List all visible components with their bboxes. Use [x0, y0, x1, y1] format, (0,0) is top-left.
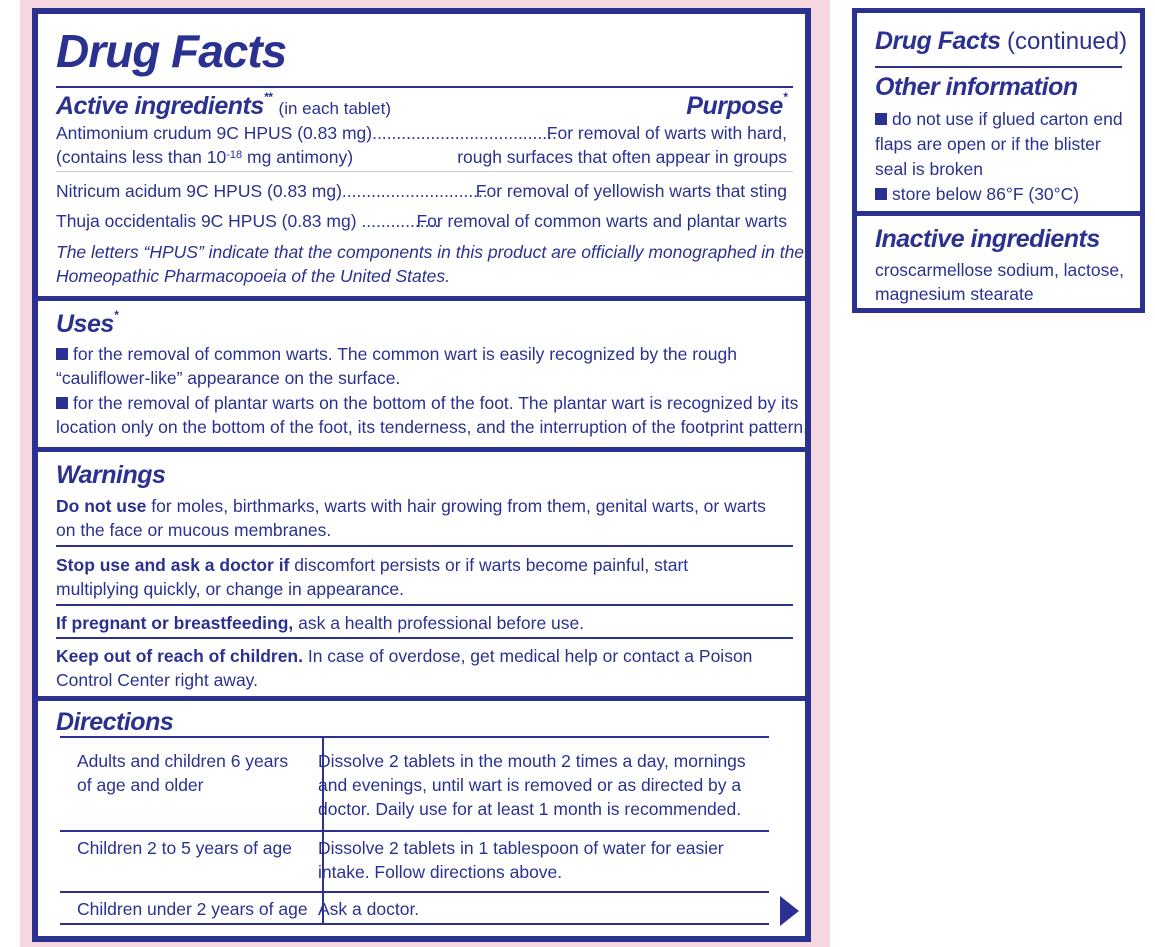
- other-info-item-2: store below 86°F (30°C): [875, 182, 1079, 206]
- drug-facts-panel: [32, 8, 811, 942]
- warnings-heading: Warnings: [56, 461, 166, 489]
- ingredient-1-name: Antimonium crudum 9C HPUS (0.83 mg)......................................: [56, 123, 557, 143]
- triangle-right-icon: [780, 896, 799, 926]
- warning-divider: [56, 545, 793, 547]
- table-rule: [60, 830, 769, 832]
- warning-keep-out: Keep out of reach of children. In case of overdose, get medical help or contact a Poison: [56, 646, 753, 666]
- inactive-ingredients-line-2: magnesium stearate: [875, 284, 1034, 304]
- table-rule: [60, 891, 769, 893]
- section-divider: [857, 211, 1140, 216]
- uses-item-1: for the removal of common warts. The common wart is easily recognized by the rough: [56, 342, 737, 366]
- ingredient-2-name: Nitricum acidum 9C HPUS (0.83 mg)..............................: [56, 181, 488, 201]
- other-info-item-1-cont: flaps are open or if the blister: [875, 134, 1101, 154]
- other-information-heading: Other information: [875, 73, 1078, 101]
- dir-row-2-age: Children 2 to 5 years of age: [77, 838, 292, 858]
- continued-title: Drug Facts (continued): [875, 27, 1128, 55]
- dir-row-1-age: Adults and children 6 years: [77, 751, 289, 771]
- uses-item-2: for the removal of plantar warts on the bottom of the foot. The plantar wart is recognized by its: [56, 391, 798, 415]
- drug-facts-continued-panel: [852, 8, 1145, 313]
- warning-do-not-use: Do not use for moles, birthmarks, warts with hair growing from them, genital warts, or warts: [56, 496, 766, 516]
- warning-pregnant: If pregnant or breastfeeding, ask a health professional before use.: [56, 613, 585, 633]
- warning-divider: [56, 604, 793, 606]
- ingredient-1-purpose: For removal of warts with hard,: [546, 123, 787, 143]
- dir-row-1-instr-1: Dissolve 2 tablets in the mouth 2 times a day, mornings: [318, 751, 746, 771]
- title-rule: [56, 86, 793, 88]
- ingredient-2-purpose: For removal of yellowish warts that sting: [475, 181, 787, 201]
- ingredient-1-purpose-cont: rough surfaces that often appear in groups: [457, 147, 787, 167]
- ingredient-1-note: (contains less than $10^{-18}$ mg antimony): [56, 147, 354, 167]
- dir-row-2-instr-2: intake. Follow directions above.: [318, 862, 563, 882]
- square-bullet-icon: [875, 188, 887, 200]
- hpus-note-line-2: Homeopathic Pharmacopoeia of the United States.: [56, 266, 450, 286]
- dir-row-2-instr-1: Dissolve 2 tablets in 1 tablespoon of water for easier: [318, 838, 724, 858]
- ingredient-divider: [56, 171, 793, 172]
- warning-keep-out-cont: Control Center right away.: [56, 670, 258, 690]
- square-bullet-icon: [875, 113, 887, 125]
- inactive-ingredients-heading: Inactive ingredients: [875, 225, 1100, 253]
- dir-row-1-age-cont: of age and older: [77, 775, 204, 795]
- table-rule: [60, 923, 769, 925]
- uses-item-2-cont: location only on the bottom of the foot, its tenderness, and the interruption of the footprint pattern.: [56, 417, 809, 437]
- ingredient-3-name: Thuja occidentalis 9C HPUS (0.83 mg) ................: [56, 211, 440, 231]
- table-rule: [60, 736, 769, 738]
- section-divider: [38, 696, 805, 701]
- warning-stop-use-cont: multiplying quickly, or change in appearance.: [56, 579, 404, 599]
- dir-row-1-instr-3: doctor. Daily use for at least 1 month is recommended.: [318, 799, 742, 819]
- drug-facts-title: Drug Facts: [56, 25, 287, 77]
- dir-row-1-instr-2: and evenings, until wart is removed or as directed by a: [318, 775, 742, 795]
- title-rule: [875, 66, 1122, 68]
- warning-divider: [56, 637, 793, 639]
- purpose-heading: Purpose*: [686, 90, 787, 120]
- dir-row-3-age: Children under 2 years of age: [77, 899, 308, 919]
- square-bullet-icon: [56, 397, 68, 409]
- uses-heading: Uses*: [56, 308, 118, 338]
- section-divider: [38, 296, 805, 301]
- inactive-ingredients-line-1: croscarmellose sodium, lactose,: [875, 260, 1124, 280]
- hpus-note-line-1: The letters “HPUS” indicate that the components in this product are officially monographed in the: [56, 242, 805, 262]
- other-info-item-1: do not use if glued carton end: [875, 107, 1123, 131]
- active-ingredients-heading: Active ingredients** (in each tablet): [56, 90, 391, 120]
- dir-row-3-instr: Ask a doctor.: [318, 899, 420, 919]
- warning-do-not-use-cont: on the face or mucous membranes.: [56, 520, 332, 540]
- directions-heading: Directions: [56, 708, 174, 736]
- square-bullet-icon: [56, 348, 68, 360]
- ingredient-3-purpose: For removal of common warts and plantar warts: [416, 211, 787, 231]
- uses-item-1-cont: “cauliflower-like” appearance on the surface.: [56, 368, 401, 388]
- warning-stop-use: Stop use and ask a doctor if discomfort persists or if warts become painful, start: [56, 555, 689, 575]
- section-divider: [38, 447, 805, 452]
- other-info-item-1-cont-2: seal is broken: [875, 159, 983, 179]
